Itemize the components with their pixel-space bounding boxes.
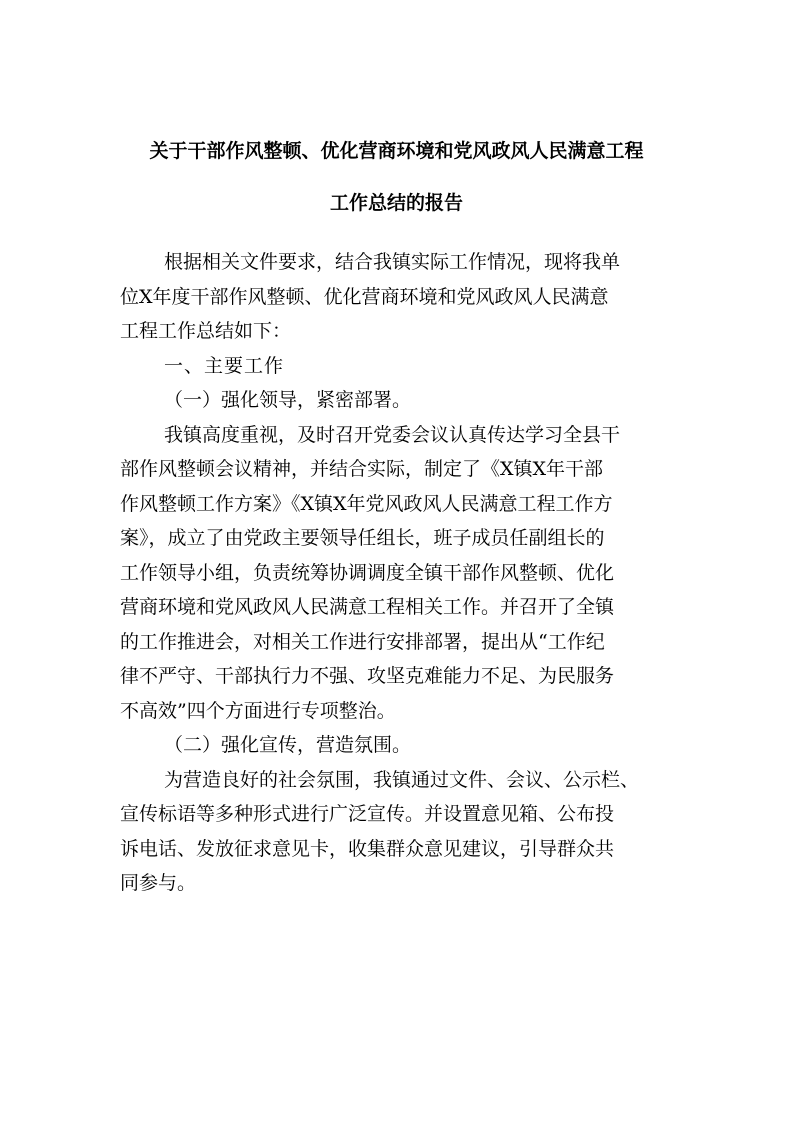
subsection-2-paragraph: [120, 763, 675, 901]
title-line-1: 关于干部作风整顿、优化营商环境和党风政风人民满意工程: [149, 140, 644, 162]
subsection-1-paragraph: [120, 418, 675, 729]
title-line-2: 工作总结的报告: [329, 192, 463, 214]
paragraph-line: 营商环境和党风政风人民满意工程相关工作。并召开了全镇: [120, 596, 615, 618]
subsection-heading: （二）强化宣传，营造氛围。: [164, 734, 412, 756]
paragraph-line: 我镇高度重视，及时召开党委会议认真传达学习全县干: [164, 423, 621, 446]
intro-line: 位X年度干部作风整顿、优化营商环境和党风政风人民满意: [120, 285, 609, 308]
intro-line: 工程工作总结如下：: [120, 320, 292, 342]
subsection-heading: （一）强化领导，紧密部署。: [164, 389, 412, 411]
paragraph-line: 不高效”四个方面进行专项整治。: [120, 699, 396, 722]
paragraph-line: 工作领导小组，负责统筹协调调度全镇干部作风整顿、优化: [120, 561, 615, 584]
section-heading: 一、主要工作: [164, 354, 285, 377]
document-title: [120, 125, 673, 229]
intro-paragraph: [120, 245, 675, 349]
paragraph-line: 案》，成立了由党政主要领导任组长，班子成员任副组长的: [120, 527, 605, 549]
paragraph-line: 作风整顿工作方案》《X镇X年党风政风人民满意工程工作方: [120, 492, 613, 515]
paragraph-line: 诉电话、发放征求意见卡，收集群众意见建议，引导群众共: [120, 837, 615, 860]
intro-line: 根据相关文件要求，结合我镇实际工作情况，现将我单: [164, 251, 621, 273]
paragraph-line: 的工作推进会，对相关工作进行安排部署，提出从“工作纪: [120, 630, 605, 653]
paragraph-line: 律不严守、干部执行力不强、攻坚克难能力不足、为民服务: [120, 665, 615, 687]
document-body: [120, 245, 675, 901]
paragraph-line: 为营造良好的社会氛围，我镇通过文件、会议、公示栏、: [164, 768, 640, 791]
paragraph-line: 宣传标语等多种形式进行广泛宣传。并设置意见箱、公布投: [120, 803, 615, 825]
paragraph-line: 部作风整顿会议精神，并结合实际，制定了《X镇X年干部: [120, 458, 604, 480]
paragraph-line: 同参与。: [120, 872, 197, 894]
